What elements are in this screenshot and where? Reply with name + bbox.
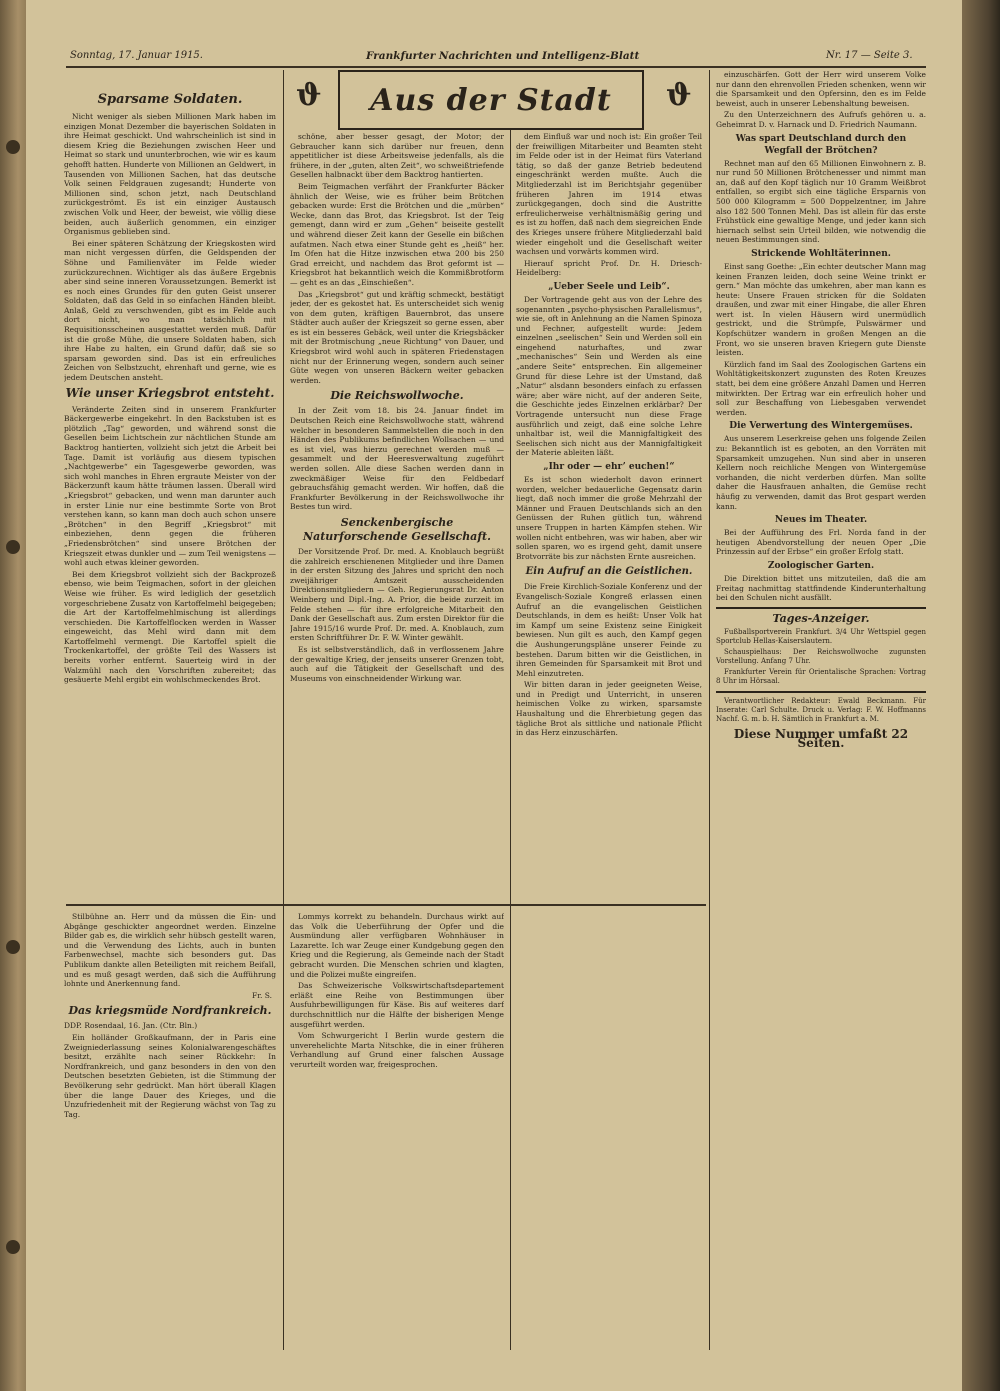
article-paragraph: Der Vortragende geht aus von der Lehre des sogenannten „psycho-physischen Parallelismus“, wie sie, oft in Anlehnung an die Namen Spinoza und Fechner, aufgestellt wurde: Jedem einzelnen „seelischen“ Sein und Werden soll ein eingehend naturhaftes, und zwar „mechanisches“ Sein und Werden als eine „andere Seite“ entsprechen. Ein allgemeiner Grund für diese Lehre ist der Umstand, daß „Natur“ alsdann besonders einfach zu erfassen wäre; aber wäre nicht, auf der anderen Seite, die Geschichte jedes Einzelnen erklärbar? Der Vortragende untersucht nun diese Frage ausführlich und zeigt, daß eine solche Lehre unhaltbar ist, weil die Mannigfaltigkeit des Seelischen sich nicht aus der Mannigfaltigkeit der Materie ableiten läßt.: [516, 294, 702, 458]
column-2: [290, 132, 504, 900]
article-paragraph: Ein holländer Großkaufmann, der in Paris eine Zweigniederlassung seines Kolonialwarengeschäftes besitzt, erzählte nach seiner Rückkehr: In Nordfrankreich, und ganz besonders in den von den Deutschen besetzten Gebieten, ist die Stimmung der Bevölkerung sehr gedrückt. Man hört überall Klagen über die lange Dauer des Krieges, und die Unzufriedenheit mit der Regierung wächst von Tag zu Tag.: [64, 1032, 276, 1119]
tages-anzeiger-box: [716, 607, 926, 693]
headline-wintergemuese: Die Verwertung des Wintergemüses.: [729, 421, 913, 432]
dateline: DDP. Rosendaal, 16. Jan. (Ctr. Bln.): [64, 1021, 198, 1031]
listing-item: Frankfurter Verein für Orientalische Sprachen: Vortrag 8 Uhr im Hörsaal.: [716, 667, 926, 685]
article-paragraph: Die Direktion bittet uns mitzuteilen, daß die am Freitag nachmittag stattfindende Kinderunterhaltung bei den Schulen nicht ausfällt.: [716, 573, 926, 603]
headline-reichswollwoche: Die Reichswollwoche.: [330, 389, 464, 403]
article-paragraph: Die Freie Kirchlich-Soziale Konferenz und der Evangelisch-Soziale Kongreß erlassen einen Aufruf an die evangelischen Geistlichen Deutschlands, in dem es heißt: Unser Volk hat im Kampf um seine Existenz seine Einigkeit bewiesen. Nun gilt es auch, den Kampf gegen die Aushungerungspläne unserer Feinde zu bestehen. Darum bitten wir die Geistlichen, in ihren Gemeinden für Sparsamkeit mit Brot und Mehl einzutreten.: [516, 582, 702, 678]
article-paragraph: Rechnet man auf den 65 Millionen Einwohnern z. B. nur rund 50 Millionen Brötchenesser und nimmt man an, daß auf den Kopf täglich nur 10 Gramm Weißbrot entfallen, so ergibt sich eine tägliche Ersparnis von 500 000 Kilogramm = 500 Doppelzentner, im Jahre also 182 500 Tonnen Mehl. Das ist allein für das erste Frühstück eine gewaltige Menge, und jeder kann sich hiernach selbst sein Urteil bilden, wie notwendig die neuen Bestimmungen sind.: [716, 158, 926, 245]
header-rule: [66, 66, 926, 68]
article-paragraph: Veränderte Zeiten sind in unserem Frankfurter Bäckergewerbe eingekehrt. In den Backstuben ist es plötzlich „Tag“ geworden, und während sonst die Gesellen beim Lichtschein zur nächtlichen Stunde am Backtrog hantierten, vollzieht sich jetzt die Arbeit bei Tage. Damit ist vorläufig aus diesem typischen „Nachtgewerbe“ ein Tagesgewerbe geworden, was sich wohl manches in Ehren ergraute Meister von der Bäckerzunft kaum hätte träumen lassen. Überall wird „Kriegsbrot“ gebacken, und wenn man darunter auch in erster Linie nur eine bestimmte Sorte von Brot verstehen kann, so kann man doch auch schon unsere „Brötchen“ in den Begriff „Kriegsbrot“ mit einbeziehen, denn gegen die früheren „Friedensbrötchen“ sind unsere Brötchen der Kriegszeit etwas dunkler und — zum Teil wenigstens — wohl auch etwas kleiner geworden.: [64, 404, 276, 568]
listing-item: Fußballsportverein Frankfurt. 3/4 Uhr Wettspiel gegen Sportclub Hellas-Kaiserslautern.: [716, 627, 926, 645]
article-paragraph: Es ist selbstverständlich, daß in verflossenem Jahre der gewaltige Krieg, der jenseits unserer Grenzen tobt, auch auf die Tätigkeit der Gesellschaft und des Museums von einschneidender Wirkung war.: [290, 644, 504, 683]
column-4: [716, 70, 926, 1360]
headline-tages-anzeiger: Tages-Anzeiger.: [772, 611, 870, 625]
bottom-column-1: [64, 912, 276, 1352]
binding-stitch: [6, 940, 20, 954]
article-paragraph: Lommys korrekt zu behandeln. Durchaus wirkt auf das Volk die Ueberführung der Opfer und die Ausmündung aller verfügbaren Wohnhäuser in Lazarette. Ich war Zeuge einer Kundgebung gegen den Krieg und die Regierung, als Gemeinde nach der Stadt gebracht wurden. Die Menschen schrien und klagten, und die Polizei mußte eingreifen.: [290, 912, 504, 979]
headline-theater: Neues im Theater.: [774, 515, 868, 526]
headline-zoo: Zoologischer Garten.: [767, 560, 875, 571]
article-paragraph: einzuschärfen. Gott der Herr wird unserem Volke nur dann den ehrenvollen Frieden schenken, wenn wir die Sparsamkeit und den Opfersinn, den es im Felde beweist, auch in unserer Lebenshaltung beweisen.: [716, 70, 926, 108]
article-paragraph: Wir bitten daran in jeder geeigneten Weise, und in Predigt und Unterricht, in unseren heimischen Volke zu wirken, sparsamste Haushaltung und die Ehrerbietung gegen das tägliche Brot als sittliche und nationale Pflicht in das Herz einzuschärfen.: [516, 680, 702, 738]
signature: Fr. S.: [252, 990, 272, 1000]
listing-item: Schauspielhaus: Der Reichswollwoche zugunsten Vorstellung. Anfang 7 Uhr.: [716, 647, 926, 665]
column-3: [516, 132, 702, 1352]
article-paragraph: dem Einfluß war und noch ist: Ein großer Teil der freiwilligen Mitarbeiter und Beamten steht im Felde oder ist in der Heimat fürs Vaterland tätig, so daß der ganze Betrieb bedeutend eingeschränkt werden mußte. Auch die Mitgliederzahl ist im Berichtsjahr gegenüber früheren Jahren im 1914 etwas zurückgegangen, doch sind die Austritte erfreulicherweise verhältnismäßig gering und es ist zu hoffen, daß nach dem siegreichen Ende des Krieges unsere frühere Mitgliederzahl bald wieder eingeholt und die Gesellschaft weiter wachsen und vorwärts kommen wird.: [516, 132, 702, 257]
headline-kriegsbrot: Wie unser Kriegsbrot entsteht.: [65, 385, 275, 400]
headline-hoer: „Ihr oder — ehr’ euchen!“: [543, 462, 675, 472]
binding-stitch: [6, 1240, 20, 1254]
newspaper-page: [26, 0, 966, 1391]
column-1: [64, 90, 276, 900]
article-paragraph: Das „Kriegsbrot“ gut und kräftig schmeckt, bestätigt jeder, der es gekostet hat. Es unterscheidet sich wenig von dem guten, kräftigen Bauernbrot, das unsere Städter auch außer der Kriegszeit so gerne essen, aber es ist ein besseres Gebäck, weil unter die Kriegsbäcker mit der Brotmischung „neue Richtung“ von Dauer, und Kriegsbrot wird wohl auch in späteren Friedenstagen nicht nur der Erinnerung wegen, sondern auch seiner Güte wegen von unseren Bäckern weiter gebacken werden.: [290, 289, 504, 385]
article-paragraph: Nicht weniger als sieben Millionen Mark haben im einzigen Monat Dezember die bayerischen Soldaten in ihre Heimat geschickt. Und wahrscheinlich ist sind in diesem Krieg die Beziehungen zwischen Heer und Heimat so stark und ununterbrochen, wie wir es kaum gehofft hatten. Hunderte von Millionen an Geldwert, in Tausenden von Millionen Sachen, hat das deutsche Volk seinen Feldgrauen zugesandt; Hunderte von Millionen sind, schon jetzt, nach Deutschland zurückgeströmt. Es ist ein einziger Austausch zwischen Volk und Heer, der beweist, wie völlig diese beiden, auch äußerlich genommen, ein einziger Organismus geblieben sind.: [64, 112, 276, 237]
binding-stitch: [6, 540, 20, 554]
bottom-column-2: [290, 912, 504, 1352]
article-paragraph: Beim Teigmachen verfährt der Frankfurter Bäcker ähnlich der Weise, wie es früher beim Brötchen gebacken wurde: Erst die Brötchen und die „mürben“ Wecke, dann das Brot, das Kriegsbrot. Ist der Teig gemengt, dann wird er zum „Gehen“ beiseite gestellt und während dieser Zeit kann der Geselle ein bißchen aufatmen. Nach etwa einer Stunde geht es „heiß“ her. Im Ofen hat die Hitze inzwischen etwa 200 bis 250 Grad erreicht, und nachdem das Brot geformt ist — Kriegsbrot hat bekanntlich weich die Kommißbrotform — geht es an das „Einschießen“.: [290, 181, 504, 287]
header-page-number: Nr. 17 — Seite 3.: [826, 50, 913, 61]
article-paragraph: Es ist schon wiederholt davon erinnert worden, welcher bedauerliche Gegensatz darin liegt, daß noch immer die große Mehrzahl der Männer und Frauen Deutschlands sich an den Genüssen der Ruhen gütlich tun, während unsere Truppen in harten Kämpfen stehen. Wir wollen nicht entbehren, was wir haben, aber wir sollen sparen, wo es irgend geht, damit unsere Brotvorräte bis zur nächsten Ernte ausreichen.: [516, 475, 702, 561]
headline-nordfrankreich: Das kriegsmüde Nordfrankreich.: [68, 1004, 272, 1018]
article-paragraph: Der Vorsitzende Prof. Dr. med. A. Knoblauch begrüßt die zahlreich erschienenen Mitglieder und ihre Damen in der ersten Sitzung des Jahres und spricht den noch zweijähriger Amtszeit ausscheidenden Direktionsmitgliedern — Geh. Regierungsrat Dr. Anton Weinberg und Dipl.-Ing. A. Prior, die beide zurzeit im Felde stehen — für ihre erfolgreiche Mitarbeit den Dank der Gesellschaft aus. Zum ersten Direktor für die Jahre 1915/16 wurde Prof. Dr. med. A. Knoblauch, zum ersten Schriftführer Dr. F. W. Winter gewählt.: [290, 546, 504, 643]
section-masthead: [338, 70, 644, 130]
article-paragraph: Bei der Aufführung des Frl. Norda fand in der heutigen Abendvorstellung der neuen Oper „Die Prinzessin auf der Erbse“ ein großer Erfolg statt.: [716, 528, 926, 557]
ornament-left: ϑ: [296, 78, 322, 113]
article-paragraph: In der Zeit vom 18. bis 24. Januar findet im Deutschen Reich eine Reichswollwoche statt, während welcher in besonderen Sammelstellen die noch in den Händen des Publikums befindlichen Wollsachen — und es ist viel, was hierzu gerechnet werden muß — gesammelt und der Heeresverwaltung zugeführt werden sollen. Alle diese Sachen werden dann in zweckmäßiger Weise für den Feldbedarf gebrauchsfähig gemacht werden. Wir hoffen, daß die Frankfurter Bevölkerung in der Reichswollwoche ihr Bestes tun wird.: [290, 406, 504, 512]
article-paragraph: Hierauf spricht Prof. Dr. H. Driesch-Heidelberg:: [516, 258, 702, 278]
headline-aufruf: Ein Aufruf an die Geistlichen.: [525, 566, 693, 578]
article-paragraph: Bei einer späteren Schätzung der Kriegskosten wird man nicht vergessen dürfen, die Geldspenden der Söhne und Familienväter im Felde wieder zurückzurechnen. Wichtiger als das äußere Ergebnis aber sind seine inneren Voraussetzungen. Bemerkt ist es noch eines Grundes für den guten Geist unserer Soldaten, daß das Geld in so einfachen Händen bleibt. Anlaß, Geld zu verschwenden, gibt es im Felde auch dort nicht, wo man tatsächlich mit Requisitionsscheinen ausgestattet werden muß. Dafür ist die große Mühe, die unsere Soldaten haben, sich ihre Habe zu halten, ein Grund dafür, daß sie so sparsam geworden sind. Das ist ein erfreuliches Zeichen von Selbstzucht, ehrenhaft und gerne, wie es jedem Deutschen ansteht.: [64, 238, 276, 383]
headline-senckenberg: Senckenbergische Naturforschende Gesellschaft.: [303, 515, 491, 543]
column-rule: [709, 70, 710, 1350]
binding-stitch: [6, 140, 20, 154]
column-rule: [510, 130, 511, 1350]
header-paper-title: Frankfurter Nachrichten und Intelligenz-Blatt: [366, 50, 640, 62]
article-paragraph: Vom Schwurgericht I Berlin wurde gestern die unverehelichte Marta Nitschke, die in einer früheren Verhandlung auf Grund einer falschen Aussage verurteilt worden war, freigesprochen.: [290, 1031, 504, 1069]
article-paragraph: Stilbühne an. Herr und da müssen die Ein- und Abgänge geschickter angeordnet werden. Einzelne Bilder gab es, die wirklich sehr hübsch gestellt waren, und die Verwendung des Lichts, auch in bunten Farbenwechsel, machte sich besonders gut. Das Publikum dankte allen Beteiligten mit reichem Beifall, und es muß gesagt werden, daß sich die Aufführung lohnte und Anerkennung fand.: [64, 912, 276, 989]
page-count-notice: Diese Nummer umfaßt 22 Seiten.: [733, 726, 909, 751]
article-paragraph: Aus unserem Leserkreise gehen uns folgende Zeilen zu: Bekanntlich ist es geboten, an den Vorräten mit Sparsamkeit umzugehen. Nun sind aber in unseren Kellern noch reichliche Mengen von Wintergemüse vorhanden, die nicht verderben dürfen. Man sollte daher die Hausfrauen anhalten, die Gemüse recht häufig zu verwenden, damit das Brot gespart werden kann.: [716, 434, 926, 511]
article-paragraph: Einst sang Goethe: „Ein echter deutscher Mann mag keinen Franzen leiden, doch seine Weine trinkt er gern.“ Man möchte das umkehren, aber man kann es heute: Unsere Frauen stricken für die Soldaten draußen, und zwar mit einer Hingabe, die aller Ehren wert ist. In vielen Häusern wird unermüdlich gestrickt, und die Strümpfe, Pulswärmer und Kopfschützer wandern in großen Mengen an die Front, wo sie unseren braven Kriegern gute Dienste leisten.: [716, 261, 926, 358]
headline-brotchen: Was spart Deutschland durch den Wegfall der Brötchen?: [735, 133, 907, 156]
imprint: Verantwortlicher Redakteur: Ewald Beckmann. Für Inserate: Carl Schulte. Druck u. Verlag: F. W. Hoffmanns Nachf. G. m. b. H. Sämtlich in Frankfurt a. M.: [716, 696, 926, 723]
headline-strickende: Strickende Wohltäterinnen.: [751, 248, 891, 259]
article-paragraph: Zu den Unterzeichnern des Aufrufs gehören u. a. Geheimrat D. v. Harnack und D. Friedrich Naumann.: [716, 110, 926, 129]
article-paragraph: Das Schweizerische Volkswirtschaftsdepartement erläßt eine Reihe von Bestimmungen über Ausfuhrbewilligungen für Käse. Bis auf weiteres darf durchschnittlich nur die Hälfte der bisherigen Menge ausgeführt werden.: [290, 981, 504, 1029]
header-date: Sonntag, 17. Januar 1915.: [70, 50, 203, 61]
section-title: Aus der Stadt: [370, 82, 612, 118]
headline-sparsame-soldaten: Sparsame Soldaten.: [97, 92, 243, 107]
article-paragraph: schöne, aber besser gesagt, der Motor; der Gebraucher kann sich darüber nur freuen, denn appetitlicher ist diese Arbeitsweise jedenfalls, als die frühere, in der „guten, alten Zeit“, wo schweißtriefende Gesellen halbnackt über dem Backtrog hantierten.: [290, 132, 504, 180]
page-edge-shadow: [962, 0, 1000, 1391]
headline-seele-und-leib: „Ueber Seele und Leib“.: [548, 281, 670, 292]
article-paragraph: Kürzlich fand im Saal des Zoologischen Gartens ein Wohltätigkeitskonzert zugunsten des Roten Kreuzes statt, bei dem eine größere Anzahl Damen und Herren mitwirkten. Der Ertrag war ein erfreulich hoher und soll zur Beschaffung von Liebesgaben verwendet werden.: [716, 359, 926, 417]
column-rule: [283, 70, 284, 1350]
article-paragraph: Bei dem Kriegsbrot vollzieht sich der Backprozeß ebenso, wie beim Teigmachen, sofort in der gleichen Weise wie früher. Es wird lediglich der gesetzlich vorgeschriebene Zusatz von Kartoffelmehl beigegeben; die Art der Kartoffelmehlmischung ist allerdings verschieden. Die Kartoffelflocken werden in Wasser eingeweicht, das Mehl wird dann mit dem Kartoffelmehl vermengt. Die Kartoffel spielt die Trockenkartoffel, der größte Teil des Wassers ist bereits vorher entfernt. Sauerteig wird in der Walzmühl nach den Vorschriften zubereitet; das gesäuerte Mehl ergibt ein wohlschmeckendes Brot.: [64, 569, 276, 685]
ornament-right: ϑ: [666, 78, 692, 113]
